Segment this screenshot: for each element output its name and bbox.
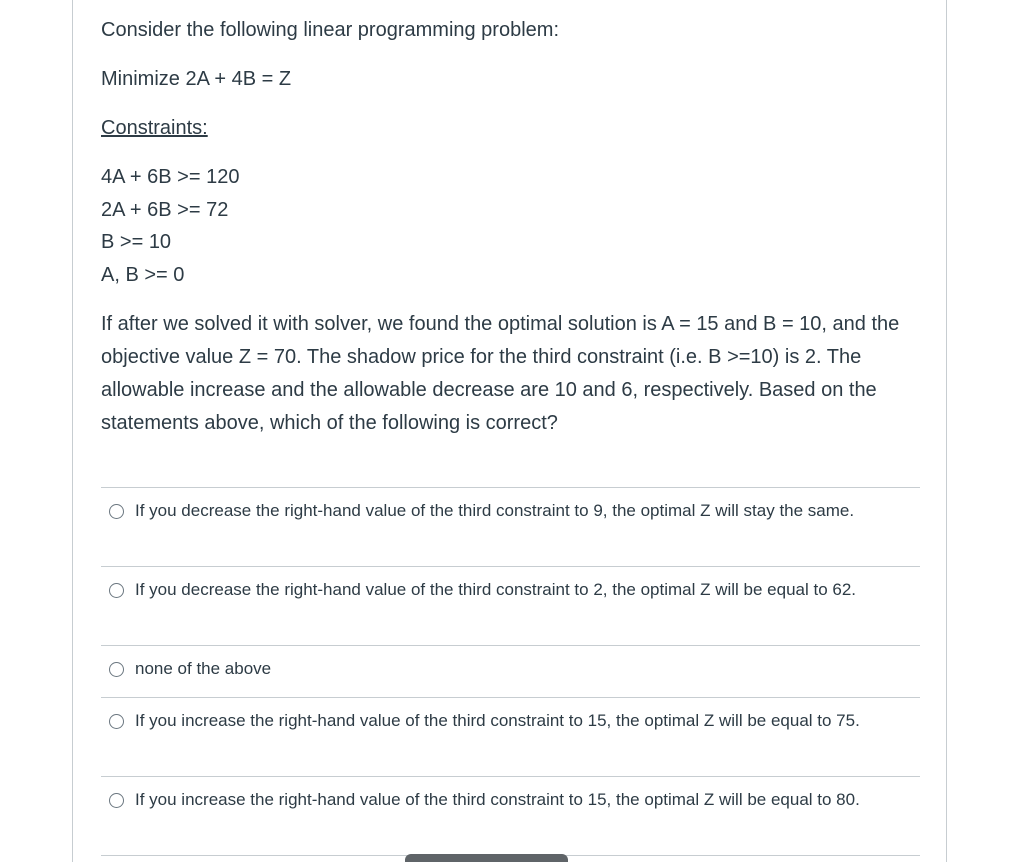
constraint-list (101, 161, 239, 291)
constraint-item: 2A + 6B >= 72 (101, 198, 229, 221)
answer-option-3[interactable] (101, 646, 920, 698)
constraint-item: B >= 10 (101, 231, 172, 253)
answer-label[interactable]: none of the above (135, 659, 272, 678)
content-border-left (72, 0, 73, 862)
answer-option-2[interactable] (101, 567, 920, 646)
radio-button[interactable] (109, 662, 124, 677)
question-paragraph: If after we solved it with solver, we found the optimal solution is A = 15 and B = 10, and the objective value Z = 70. The shadow price for the third constraint (i.e. B >=10) is 2. The allowable increase and the allowable decrease are 10 and 6, respectively. Based on the statements above, which of the following is correct? (101, 313, 900, 434)
constraint-item: 4A + 6B >= 120 (101, 166, 240, 188)
answer-label[interactable]: If you increase the right-hand value of the third constraint to 15, the optimal Z will be equal to 75. (135, 711, 860, 730)
question-intro: Consider the following linear programming problem: (101, 19, 559, 41)
answer-label[interactable]: If you decrease the right-hand value of the third constraint to 9, the optimal Z will stay the same. (135, 501, 855, 520)
answer-option-1[interactable] (101, 488, 920, 567)
answer-list (101, 487, 920, 856)
radio-button[interactable] (109, 583, 124, 598)
radio-button[interactable] (109, 714, 124, 729)
content-border-right (946, 0, 947, 862)
radio-button[interactable] (109, 793, 124, 808)
answer-label[interactable]: If you decrease the right-hand value of the third constraint to 2, the optimal Z will be equal to 62. (135, 580, 857, 599)
answer-option-4[interactable] (101, 698, 920, 777)
answer-option-5[interactable] (101, 777, 920, 856)
answer-label[interactable]: If you increase the right-hand value of the third constraint to 15, the optimal Z will be equal to 80. (135, 790, 860, 809)
bottom-navigation-tab[interactable] (405, 854, 568, 862)
radio-button[interactable] (109, 504, 124, 519)
constraint-item: A, B >= 0 (101, 263, 185, 286)
objective-function: Minimize 2A + 4B = Z (101, 68, 292, 90)
constraints-heading: Constraints: (101, 117, 208, 139)
